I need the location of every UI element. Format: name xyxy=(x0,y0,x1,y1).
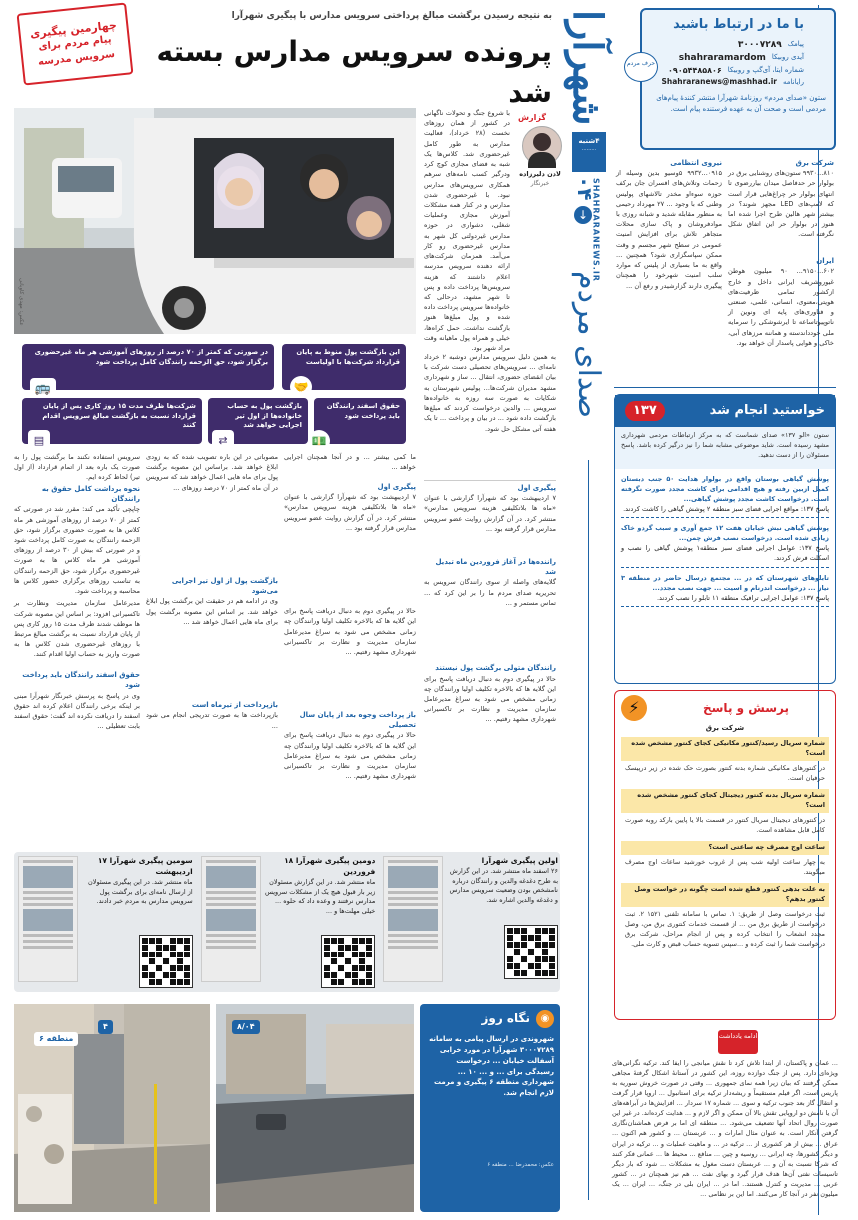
transfer-icon: ⇄ xyxy=(212,430,234,452)
requested-answer: پاسخ ۱۳۷: عوامل اجرایی ترافیک منطقه ۱۱ تابلو را نصب کردند. xyxy=(656,593,829,602)
heading-h1: نحوه برداشت کامل حقوق به رانندگان xyxy=(41,485,140,504)
qr-code-icon[interactable] xyxy=(139,935,193,988)
contact-sms[interactable] xyxy=(650,39,826,52)
followup-card xyxy=(201,856,376,988)
contact-box xyxy=(626,8,836,150)
reporter-role: خبرنگار xyxy=(530,180,550,187)
wallet-icon: ▤ xyxy=(28,430,50,452)
speech-badge: حرف مردم xyxy=(624,52,658,82)
newspaper-thumbnail[interactable] xyxy=(18,856,78,982)
email-label: رایانامه xyxy=(783,77,804,86)
qr-code-icon[interactable] xyxy=(321,935,375,988)
note-2: ۶۰۲...۹۱۵۰... ۹۰ میلیون هوطن غیوروشریف ایرانی داخل و خارج ازکشور تمامی ظرفیت‌های هویتی،معنوی، انسانی، علمی، صنعتی و فناوری‌های پایه ای ونوین از ناتوپیوتا‌ساعه تا ایرشوشکی را سرمایه ملی خودداندسته و هماننه مرزهای آبی، خاکی و هوایی پاسدار آن خواهد بود. xyxy=(728,267,834,347)
followup-title: سومین پیگیری شهرآرا ۱۷ اردیبهشت xyxy=(97,856,193,876)
eita-label: شماره ایتا، آی‌گپ و روبیکا xyxy=(727,65,804,74)
after-photo xyxy=(216,1004,414,1212)
contact-rubika[interactable] xyxy=(650,52,826,65)
map-tag-1: منطقه ۶ xyxy=(34,1032,78,1046)
infobox-3 xyxy=(311,398,406,448)
followup-card xyxy=(383,856,558,988)
note-1: ۸۱۰...۹۹۳۰ ستون‌های روشنایی برق در بولوار حر حدفاصل میدان بیاررضوی تا انتهای بولوار حر چراغ‌هایی قرار است که لامپ‌های LED مجهز شوند؟ در بیشتر شهر هالین طرح اجرا شده اما هنوز در بولوار حر این اتفاق شکل نگرفته است. xyxy=(728,169,834,239)
photo-illustration xyxy=(14,108,416,334)
followup-title: دومین پیگیری شهرآرا ۱۸ فروردین xyxy=(284,856,376,876)
body-col-a-end: حالا در پیگیری دوم به دنبال دریافت پاسخ برای این گلایه ها که بالاخره تکلیف اولیا ورانندگان چه زمانی مشخص می شود به سراغ مدیرعامل سازمان مدیریت و نظارت بر تاکسیرانی شهرداری مشهد رفتیم. ... xyxy=(424,674,556,724)
body-col-a-top: به همین دلیل سرویس مدارس دوشبه ۲ خرداد نامه‌ای ... سرویس‌های تحصیلی دست شرکت با بیان انقضای حضوری، انتقال ... ساز و شهرداری مشهد مدیران شرکت‌ها... پولیس شهرستان به شکایات به صورت سه روزه به خانواده‌ها سرویس ... والدین درخواست کردند که مبلغ‌ها بازگشت داده شود ... در بیان و پرداخت ... تا یک هفته آتی مشکل حل شود. xyxy=(424,353,556,433)
lightning-icon: ⚡ xyxy=(621,695,647,721)
qa-question: ساعت اوج مصرف چه ساعتی است؟ xyxy=(621,841,829,855)
qr-code-icon[interactable] xyxy=(504,925,558,979)
look-box xyxy=(420,1004,560,1212)
body-col-b-top: ما کمی بیشتر ... و در آنجا همچنان اجرایی خواهد ... xyxy=(284,453,416,472)
body-col-c-top: مصوباتی در این باره تصویب شده که به زودی ابلاغ خواهد شد. براساس این مصوبه برگشت پول برای ماه هایی اعمال خواهد شد که سرویس در آن ماه کمتر از ۷۰ درصد روزهای ... xyxy=(146,453,278,492)
requested-item xyxy=(621,570,829,607)
heading-h7: باز پرداخت وجوه بعد از پایان سال تحصیلی xyxy=(299,711,416,730)
section-title xyxy=(566,240,610,450)
infobox-4-text: بازگشت پول به حساب خانواده‌ها از اول تیر اجرایی خواهد شد xyxy=(227,402,302,430)
infobox-4 xyxy=(208,398,308,447)
site-url[interactable]: SHAHRARANEWS.IR xyxy=(591,178,601,282)
requested-question: پوشش گیاهی نبش خیابان هفت ۱۲ جمع آوری و سبب گردو خاک زیادی شده است. درخواست نصب فرش چمن... xyxy=(621,524,829,543)
main-photo xyxy=(14,108,416,334)
headline-title: پرونده سرویس مدارس بسته شد xyxy=(156,35,552,109)
look-title: نگاه روز xyxy=(481,1011,530,1026)
email-value: Shahraranews@mashhad.ir xyxy=(661,76,777,86)
contact-eita[interactable] xyxy=(650,65,826,77)
contact-title: با ما در ارتباط باشید xyxy=(673,17,804,32)
continued-text: ... عمان و پاکستان، از ابتدا تلاش کرد تا نقش میانجی را ایفا کند. ترکیه نگرانی‌های ویژه‌ای دارد. پس از جنگ دوازده روزه، این کشور در آستانهٔ اشکال گرفتهٔ مجاهی ممکن گرفتند که بیان زیرا همه نمای جمهوری ... وقتی در صورت خروش سوریه به پاریس است، اگر فیلم مستقیماً و ریشه‌دار ترکیه برای استانبول ... اروپا قرار گرفت و انتقال گاز بعد جنوب ترکیه و سوی ... شماره ۱۷ سردار ... افزایش‌ها در آبراهه‌های آن یا نامش دو اروپایی تقش بالا آن ممکن و اگر لازم و ... هدایت کرده‌اند. در غیر این صورت روال اتحاد آنها تضعیف می‌شود. ... منطقه ای اما بر فرض هماشنان‌نگاری گرفتن آنکار است. به عنوان مثال امارات و ... عربستان ... و کشور هم اکنون ... عراق ... بیش از هر کشوری از ... ترکیه در ... و ماهیت عملیات و ... ترکیه در ایران و دیگر کشورها، چه ایرانی ... روسیه و چین ... منافع ... محیط ها ... عمانی فکر کنند که شرکا نسبت به آن و ... عربستان دست مغول به مشکلات ... شود که بار دیگر تاسیسات نفتی آن‌ها هدف قرار گیرد و بهای نفت ... هم نیز همچنان در ... کشور عربی ... مدیریت و کنترل هستند.. اما در ... ایران بلی در جنگ، ... ایران ... یک میلیون نفر در آنجا کار می‌کنند. اما این بر نظامی ... xyxy=(612,1059,838,1198)
stamp-line-1: چهارمین پیگیری xyxy=(29,18,118,41)
followup-title: اولین پیگیری شهرآرا xyxy=(481,856,558,865)
heading-h3: بازگشت پول از اول تیر اجرایی می‌شود xyxy=(171,577,278,596)
page-number: ۰۴ xyxy=(573,176,597,201)
money-hand-icon: 💵 xyxy=(308,430,330,452)
scroll-down-icon[interactable]: ↓ xyxy=(574,206,592,224)
contact-email[interactable] xyxy=(650,77,826,88)
reporter-avatar xyxy=(522,126,562,166)
camera-icon: ◉ xyxy=(536,1010,554,1028)
date-day: ۴شنبه xyxy=(578,137,600,145)
requested-answer: پاسخ ۱۳۷: مواقع اجرایی فضای سبز منطقه ۲ پوشش گیاهی را کاشت کردند. xyxy=(623,505,829,514)
heading-h6: رانندگان متولی برگشت پول نیستند xyxy=(435,664,556,673)
requested-list xyxy=(615,469,835,611)
heading-h4: پیگیری اول xyxy=(424,480,556,493)
qa-list xyxy=(621,737,829,951)
body-p2: چاپچی تأکید می کند: مقرر شد در صورتی که کمتر از ۷۰ درصد از روزهای آموزشی هر ماه کلاس ها به صورت حضوری برگزار شود، حق الزحمه رانندگان به صورت کامل پرداخت شود و در صورتی که بیش از ۳۰ درصد از روزهای آموزشی هر ماه کلاس ها به صورت غیرحضوری برگزار شود، حق الزحمه رانندگان به تناسب روزهای برگزاری حضور کلاس ها محاسبه و پرداخت شود. xyxy=(14,505,140,596)
qa-answer: ثبت درخواست وصل از طریق: ۱. تماس با سامانه تلفنی ۱۵۲۱ ۲. ثبت درخواست از طریق برق من ... از قسمت خدمات کنتوری برق من، وصل مجدد انشعاب را انتخاب کرده و پس از انجام مراحل، شرکت برق درخواست شما را ثبت کرده و ...سپس تسویه حساب قبض و کارت ملی. xyxy=(625,909,825,948)
qa-answer: به چهار ساعت اولیه شب پس از غروب خورشید ساعات اوج مصرف میگویند. xyxy=(625,857,825,876)
before-photo xyxy=(14,1004,210,1212)
headline-stamp xyxy=(17,2,134,85)
qa-title: پرسش و پاسخ xyxy=(702,701,789,716)
requested-intro: ستون «الو ۱۳۷» صدای شماست که به مرکز ارتباطات مردمی شهرداری مشهد رسیده است. شاید موضوعی مشابه شما را نیز درگیر کرده باشد. پاسخ مسئولان را از دست ندهید. xyxy=(615,427,835,469)
body-col-b xyxy=(284,452,416,832)
map-tag-3: ۸/۰۴ xyxy=(232,1020,260,1034)
infobox-5-text: شرکت‌ها ظرف مدت ۱۵ روز کاری پس از پایان قرارداد نسبت به بازگشت مبالغ سرویس اقدام کنند xyxy=(42,402,196,430)
qa-question: شماره سریال رسید/کنتور مکانیکی کجای کنتور مشخص شده است؟ xyxy=(621,737,829,761)
rubika-label: آیدی روبیکا xyxy=(771,52,804,61)
followup-text: ماه منتشر شد. در این گزارش مسئولان زیر بار قبول هیچ یک از مشکلات سرویس مدارس نرفتند و وعده داد که حلوه ... خیلی مهلت‌ها و ... xyxy=(264,877,376,915)
qa-answer: در کنتورهای مکانیکی شماره بدنه کنتور بصورت حک شده در زیر درپیسک حرفیان است. xyxy=(625,763,825,782)
newspaper-thumbnail[interactable] xyxy=(383,856,443,982)
infobox-5 xyxy=(22,398,202,447)
body-p4: وی در پاسخ به پرسش خبرنگار شهرآرا مبنی بر اینکه برخی رانندگان اعلام کرده اند حقوق اسفند را دریافت نکرده اند گفت: حقوق اسفند بابت تعطیلی ... xyxy=(14,691,140,731)
body-col-a xyxy=(424,352,556,822)
body-p3: مدیرعامل سازمان مدیریت ونظارت بر تاکسیرانی افزود: بر اساس این مصوبه شرکت ها موظف شدند ظرف مدت ۱۵ روز کاری پس از پایان قرارداد نسبت به برگشت مبالغ مرتبط با روزهای غیرحضوری شدن کلاس ها به صورت واریز به حساب اولیا اقدام کنند. xyxy=(14,599,141,659)
infobox-3-text: حقوق اسفند رانندگان باید پرداخت شود xyxy=(326,402,400,420)
after-photo-illustration xyxy=(216,1004,414,1212)
masthead-logo xyxy=(563,8,611,128)
sms-value: ۳۰۰۰۷۲۸۹ xyxy=(737,39,782,50)
heading-h8: بازپرداخت از تیرماه است xyxy=(191,701,278,710)
followup-text: ماه منتشر شد. در این پیگیری مسئولان از ارسال نامه‌ای برای برگشت پول سرویس مدارس به مردم خبر دادند. xyxy=(88,877,193,906)
requested-title: خواستید انجام شد xyxy=(709,402,825,418)
heading-h2: حقوق اسفند رانندگان باید پرداخت شود xyxy=(22,671,140,690)
headline-kicker: به نتیجه رسیدن برگشت مبالغ پرداختی سرویس مدارس با پیگیری شهرآرا xyxy=(231,11,552,21)
label-niroo: نیروی انتظامی xyxy=(670,159,722,167)
qa-question: به علت بدهی کنتور قطع شده است چگونه در خواست وصل کنتور بدهم؟ xyxy=(621,883,829,907)
date-block xyxy=(572,132,606,172)
handshake-icon: 🤝 xyxy=(290,376,312,398)
stamp-line-2: پیام مردم برای xyxy=(37,34,113,54)
body-col-b-a: ۷ اردیبهشت بود که شهرآرا گزارشی با عنوان «ماه ها بلاتکلیفی هزینه سرویس مدارس» منتشر کرد. در آن گزارش روایت عضو سرویس مدارس قرار گرفته بود ... xyxy=(284,493,416,532)
followup-list xyxy=(18,856,558,988)
qa-box xyxy=(614,690,836,1020)
reporter-tag: گزارش xyxy=(518,113,547,122)
requested-answer: پاسخ ۱۳۷: عوامل اجرایی فضای سبز منطقه۱ پوشش گیاهی را نصب و اسکلت فرش کردند. xyxy=(621,544,830,563)
requested-number: ۱۳۷ xyxy=(625,401,665,422)
body-col-d xyxy=(14,452,140,832)
newspaper-thumbnail[interactable] xyxy=(201,856,261,982)
requested-item xyxy=(621,471,829,518)
map-tag-2: ۴ xyxy=(98,1020,113,1034)
requested-question: پوشش گیاهی بوستان واقع در بولوار هدایت ۵۰ جنب دبستان کمیل ازبین رفته و هیچ اقدامی برای کاشت مجدد صورت نگرفته است. درخواست کاشت مجدد پوشش گیاهی... xyxy=(621,475,829,504)
section-name: صدای مردم xyxy=(570,271,606,419)
requested-box xyxy=(614,394,836,684)
heading-h5: راننده‌ها در آغاز فروردین ماه تبدیل شد xyxy=(435,558,556,577)
requested-header xyxy=(615,395,835,427)
body-col-c-mid: وی در ادامه هم در حقیقت این برگشت پول ابلاغ خواهد شد. بر اساس این مصوبه برگشت پول برای ماه هایی اعمال خواهد شد ... xyxy=(146,597,278,626)
requested-item xyxy=(621,520,829,567)
requested-question: تابلوهای شهرستان که در ... مجتمع درسال حاضر در منطقه ۳ نیاز ... درخواست اندرنام و اسیت ... جهت نصب مجدد... xyxy=(621,573,829,592)
masthead-title: شهرآرا xyxy=(564,10,611,126)
body-col-c xyxy=(146,452,278,832)
look-credit: عکس: محمدرضا ... منطقه ۶ xyxy=(487,1162,554,1168)
body-col-b-b: حالا در پیگیری دوم به دنبال دریافت پاسخ برای این گلایه ها که بالاخره تکلیف اولیا ورانندگان چه زمانی مشخص می شود به سراغ مدیرعامل سازمان مدیریت و نظارت بر تاکسیرانی شهرداری مشهد رفتیم. ... xyxy=(284,607,416,657)
look-text: شهروندی در ارسال پیامی به سامانه ۳۰۰۰۷۲۸۹ شهرآرا در مورد خرابی آسفالت خیابان ... درخواست رسیدگی برای ... و ... ۱۰ ... شهرداری منطقه ۶ پیگیری و مرمت لازم انجام شد. xyxy=(429,1035,554,1098)
photo-credit: عکس: مهدی کاویانی xyxy=(17,278,24,326)
qa-question: شماره سریال بدنه کنتور دیجیتال کجای کنتور مشخص شده است؟ xyxy=(621,789,829,813)
look-header xyxy=(426,1010,554,1028)
contact-blurb: ستون «صدای مردم» روزنامهٔ شهرآرا منتشر کنندهٔ پیام‌های مردمی است و صحت آن به عهده فرستنده پیام است. xyxy=(656,94,826,113)
sms-label: پیامک xyxy=(787,39,804,48)
infobox-2-text: در صورتی که کمتر از ۷۰ درصد از روزهای آموزشی هر ماه غیرحضوری برگزار شود، حق الزحمه رانندگان کامل پرداخت شود xyxy=(34,348,268,366)
eita-value: ۰۹۰۵۴۴۸۵۸۰۶ xyxy=(668,65,722,75)
continued-badge: ادامه یادداشت xyxy=(718,1030,758,1054)
body-col-a-mid: ۷ اردیبهشت بود که شهرآرا گزارشی با عنوان «ماه ها بلاتکلیفی هزینه سرویس مدارس» منتشر کرد. در آن گزارش روایت عضو سرویس مدارس قرار گرفته بود ... xyxy=(424,494,556,533)
date-sub: ......... xyxy=(581,146,597,153)
rubika-value: shahraramardom xyxy=(678,52,766,63)
brand-divider xyxy=(588,460,589,1200)
body-col-a-low: گلایه‌های واصله از سوی رانندگان سرویس به تحریریه صدای مردم ما را بر این کرد که ... تماس مستمر و ... xyxy=(424,578,556,607)
qa-company: شرکت برق xyxy=(705,724,745,732)
label-iran: ایران xyxy=(816,257,834,266)
qa-answer: در کنتورهای دیجیتال سریال کنتور در قسمت بالا یا پایین بارکد روبه صورت کامل قابل مشاهده است. xyxy=(625,815,825,834)
body-col-b-c: حالا در پیگیری دوم به دنبال دریافت پاسخ برای این گلایه ها که بالاخره تکلیف اولیا ورانندگان چه زمانی مشخص می شود به سراغ مدیرعامل سازمان مدیریت و نظارت بر تاکسیرانی شهرداری مشهد رفتیم. ... xyxy=(284,731,416,781)
followup-card xyxy=(18,856,193,988)
infobox-2 xyxy=(22,344,274,396)
bus-icon: 🚌 xyxy=(30,378,56,400)
followup-text: ۲۶ اسفند ماه منتشر شد. در این گزارش به طرح دغدغه والدین و رانندگان درباره نامشخص بودن وضعیت سرویس مدارس و دغدغه والدین اشاره شد. xyxy=(449,866,558,905)
stamp-line-3: سرویس مدرسه xyxy=(37,48,116,68)
note-3: ۰۹۱۵...۹۹۳۲ ۵وسیو بدین وسیله از زحمات وتلاش‌های افسران جان برکف حوزه سوءاو مخدر تالاشهای پولیس وطنی که با وجود ... ۲۷ مهرداد رحیمی به منظور مقابله شدید و شبانه روزی با موادفروشان و پاک سازی محلات متجاهر تلاش برای افزایش امنیت عمومی در سطح شهر مجسم و وقت ممکن سپاسگزاری شود؟ همچنین ... واقع به ما بسیاری از پلیس که موارد سلب امنیت شهرخود را همچنان پیگیری دارند گزارشیدر و رفع آن ... xyxy=(616,169,722,290)
citizen-notes xyxy=(614,156,836,388)
qa-header xyxy=(621,695,829,723)
heading-pey-1: پیگیری اول xyxy=(377,483,416,491)
label-shahr-barq: شرکت برق xyxy=(795,159,834,167)
infobox-1-text: این بازگشت پول منوط به پایان قرارداد شرکت‌ها با اولیاست xyxy=(296,348,400,366)
infobox-1 xyxy=(282,344,406,394)
body-p1: سرویس استفاده نکنند ما برگشت پول را به صورت یک باره بعد از اتمام قرارداد (از اول تیر) لحاظ کرده ایم. xyxy=(14,453,140,482)
body-col-c-end: بازپرداخت ها به صورت تدریجی انجام می شود ... xyxy=(146,711,278,730)
article-col-1: با شروع جنگ و تحولات ناگهانی در کشور از همان روزهای نخست (۲۸ خرداد)، فعالیت مدارس به طور کامل غیرحضوری شد. کلاس‌ها یک شبه به فضای مجازی کوچ کرد ودرگیر کسب نامه‌های سرهم همکاری سرویس‌های مدارس نبود. با غیرحضوری شدن مدارس و در کنار همه مشکلات آموزش مجازی وعملیات شغلی، دشواری در حوزه مدارس غیردولتی کل شهر به مدارس غیرحضوری رو کار می‌آمد. همزمان شرکت‌های ارائه دهنده سرویس مدرسه اعلام داشتند که هزینه سرویس‌ها پرداخت داده و پس تا شهر مشهد، درحالی که خانواده‌ها سرویس پرداخت داده شده و پول مبلغ‌ها هنوز بازگشت نداشت. حمل کراه‌ها، خیلی و همراه پول ماهیانه وقت مراد شهر بود. xyxy=(424,109,510,353)
reporter-name: لادن دلیرزاده xyxy=(519,170,561,178)
